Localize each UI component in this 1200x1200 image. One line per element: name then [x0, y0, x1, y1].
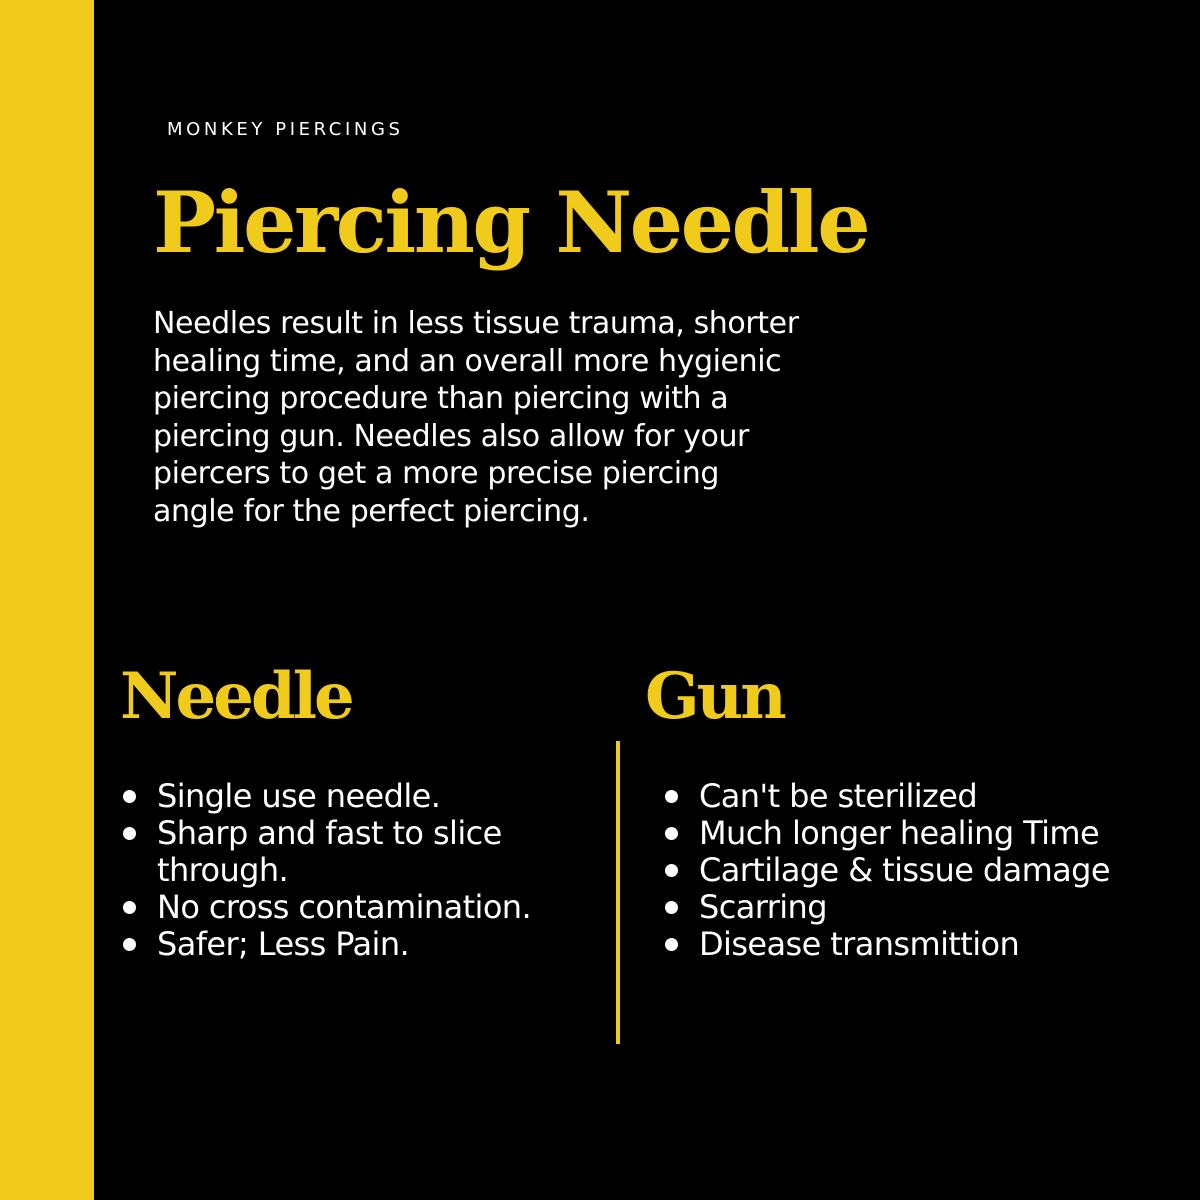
- needle-benefits-list: [120, 778, 600, 963]
- list-item: [662, 815, 1182, 852]
- list-item: [662, 778, 1182, 815]
- page-title: Piercing Needle: [153, 173, 869, 272]
- bullet-icon: [123, 901, 136, 914]
- intro-line: piercers to get a more precise piercing: [153, 456, 720, 491]
- list-item-text: Scarring: [699, 888, 827, 926]
- list-item: [120, 815, 600, 889]
- bullet-icon: [123, 790, 136, 803]
- list-item-text: No cross contamination.: [157, 888, 532, 926]
- intro-paragraph: [153, 305, 943, 530]
- list-item-text: Safer; Less Pain.: [157, 925, 410, 963]
- list-item: [662, 852, 1182, 889]
- bullet-icon: [665, 864, 678, 877]
- needle-heading: Needle: [120, 659, 352, 734]
- bullet-icon: [665, 827, 678, 840]
- gun-heading: Gun: [645, 659, 784, 734]
- bullet-icon: [665, 790, 678, 803]
- list-item-text: Cartilage & tissue damage: [699, 851, 1110, 889]
- list-item-text: Much longer healing Time: [699, 814, 1100, 852]
- bullet-icon: [123, 938, 136, 951]
- list-item: [662, 926, 1182, 963]
- bullet-icon: [665, 901, 678, 914]
- list-item-text: Sharp and fast to slice: [157, 814, 502, 852]
- bullet-icon: [665, 938, 678, 951]
- bullet-icon: [123, 827, 136, 840]
- list-item: [662, 889, 1182, 926]
- intro-line: piercing procedure than piercing with a: [153, 381, 729, 416]
- list-item-text: Can't be sterilized: [699, 777, 978, 815]
- list-item-text: Disease transmittion: [699, 925, 1020, 963]
- intro-line: healing time, and an overall more hygienic: [153, 343, 782, 379]
- column-divider: [616, 741, 620, 1044]
- gun-drawbacks-list: [662, 778, 1182, 963]
- intro-line: Needles result in less tissue trauma, shorter: [153, 306, 799, 341]
- intro-line: piercing gun. Needles also allow for your: [153, 418, 749, 454]
- list-item: [120, 926, 600, 963]
- list-item: [120, 778, 600, 815]
- list-item-text: Single use needle.: [157, 777, 441, 815]
- list-item-text: through.: [157, 851, 289, 889]
- brand-name: MONKEY PIERCINGS: [167, 119, 404, 140]
- accent-side-bar: [0, 0, 94, 1200]
- list-item: [120, 889, 600, 926]
- intro-line: angle for the perfect piercing.: [153, 493, 590, 529]
